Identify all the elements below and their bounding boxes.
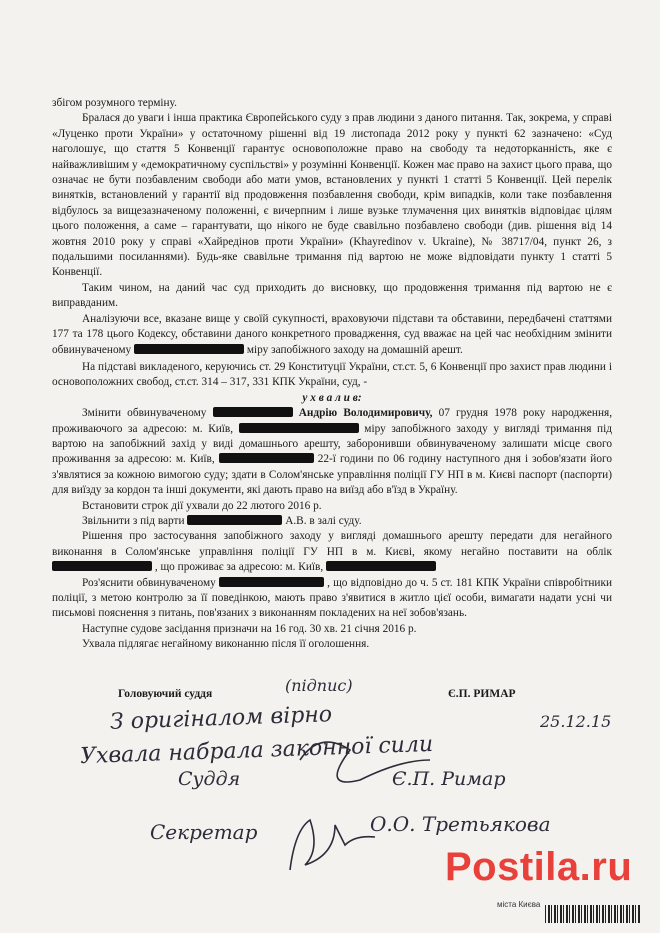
- handwritten-date: 25.12.15: [540, 712, 612, 731]
- defendant-name: Андрію Володимировичу,: [298, 407, 433, 420]
- paragraph-text: міру запобіжного заходу на домашній арешт.: [246, 343, 463, 356]
- judge-name: Є.П. РИМАР: [448, 688, 516, 700]
- handwritten-secretary-name: О.О. Третьякова: [370, 812, 551, 836]
- paragraph-text: Роз'яснити обвинуваченому: [82, 576, 216, 589]
- paragraph-text: А.В. в залі суду.: [285, 514, 362, 527]
- paragraph: Таким чином, на даний час суд приходить до висновку, що продовження тримання під вартою не є виправданим.: [52, 281, 612, 310]
- handwritten-signature-note: (підпис): [285, 676, 353, 695]
- order-paragraph: Наступне судове засідання призначи на 16 год. 30 хв. 21 січня 2016 р.: [82, 622, 417, 635]
- stamp-text: міста Києва: [497, 900, 541, 909]
- paragraph-text: Рішення про застосування запобіжного заходу у вигляді домашнього арешту передати для негайного виконання в Солом'янське управління поліції ГУ НП в м. Києві, якому негайно поставити на облік: [52, 530, 612, 558]
- handwritten-judge-label: Суддя: [178, 768, 241, 790]
- barcode-strip: [545, 905, 640, 923]
- paragraph-text: Аналізуючи все, вказане вище у своїй сукупності, враховуючи підстави та обставини, передбачені статтями 177 та 178 цього Кодексу, обставини даного конкретного провадження, суд вважає на цей час необхідним змінити обвинуваченому: [52, 312, 612, 356]
- watermark-logo: Postila.ru: [445, 845, 633, 889]
- paragraph-text: , що проживає за адресою: м. Київ,: [154, 561, 324, 574]
- paragraph: На підставі викладеного, керуючись ст. 29 Конституції України, ст.ст. 5, 6 Конвенції про захист прав людини і основоположних свобод, ст.ст. 314 – 317, 331 КПК України, суд, -: [52, 360, 612, 389]
- judge-signature-stroke: [300, 742, 430, 782]
- paragraph: Бралася до уваги і інша практика Європейського суду з прав людини з даного питання. Так, зокрема, у справі «Луценко проти України» у остаточному рішенні від 19 листопада 2012 року у пункті 62 зазначено: «Суд наголошує, що стаття 5 Конвенції гарантує основоположне право на свободу та недоторканність, яке є найважливішим у «демократичному суспільстві» у розумінні Конвенції. Кожен має право на захист цього права, що означає не бути позбавленим свободи або мати умов, встановлених у пункті 1 статті 5 Конвенції. Цей перелік винятків, встановлений у гарантії від продовження позбавлення свободи, крім випадків, коли таке позбавлення відбулось за вищезазначеному положенні, є вичерпним і лише вузьке тлумачення цих винятків відповідає цілям цього положення, а саме – гарантувати, що нікого не буде свавільно позбавлено свободи (див. рішення від 14 жовтня 2010 року у справі «Хайредінов проти України» (Khayredinov v. Ukraine), № 38717/04, пункт 26, з подальшими посиланнями). Будь-яке свавільне тримання під вартою не може відповідати пункту 1 статті 5 Конвенції.: [52, 112, 612, 279]
- paragraph: збігом розумного терміну.: [52, 97, 177, 109]
- handwritten-secretary-label: Секретар: [150, 820, 258, 844]
- secretary-signature-stroke: [290, 820, 375, 870]
- handwritten-validity-note: Ухвала набрала законної сили: [79, 731, 434, 770]
- paragraph-text: міру запобіжного заходу у вигляді тримання під вартою на запобіжний захід у виді домашнього арешту, заборонивши обвинуваченому залишати місце свого проживання за адресою: м. Київ,: [52, 422, 612, 466]
- ruling-heading: у х в а л и в:: [302, 391, 362, 404]
- paragraph-text: Звільнити з під варти: [82, 514, 185, 527]
- judge-title: Головуючий суддя: [118, 688, 213, 700]
- handwritten-certification: З оригіналом вірно: [109, 702, 333, 735]
- order-paragraph: Встановити строк дії ухвали до 22 лютого 2016 р.: [82, 499, 322, 512]
- paragraph-text: 22-ї години по 06 годину наступного дня і зобов'язати його з'являтися за кожною вимогою суду; здати в Солом'янське управління поліції ГУ НП в м. Києві паспорт (паспорти) для виїзду за кордон та інші документи, які дають право на виїзд або в'їзд в Україну.: [52, 453, 613, 497]
- paragraph-text: , що відповідно до ч. 5 ст. 181 КПК України співробітники поліції, з метою контролю за її поведінкою, мають право з'явитися в житло цієї особи, вимагати надати усні чи письмові пояснення з питань, пов'язаних з виконанням покладених на неї зобов'язань.: [52, 576, 613, 620]
- handwritten-judge-name: Є.П. Римар: [392, 768, 506, 790]
- paragraph-text: 07 грудня 1978 року народження, проживаючого за адресою: м. Київ,: [52, 407, 613, 435]
- order-paragraph: Ухвала підлягає негайному виконанню після її оголошення.: [82, 638, 370, 651]
- paragraph-text: Змінити обвинуваченому: [82, 407, 207, 420]
